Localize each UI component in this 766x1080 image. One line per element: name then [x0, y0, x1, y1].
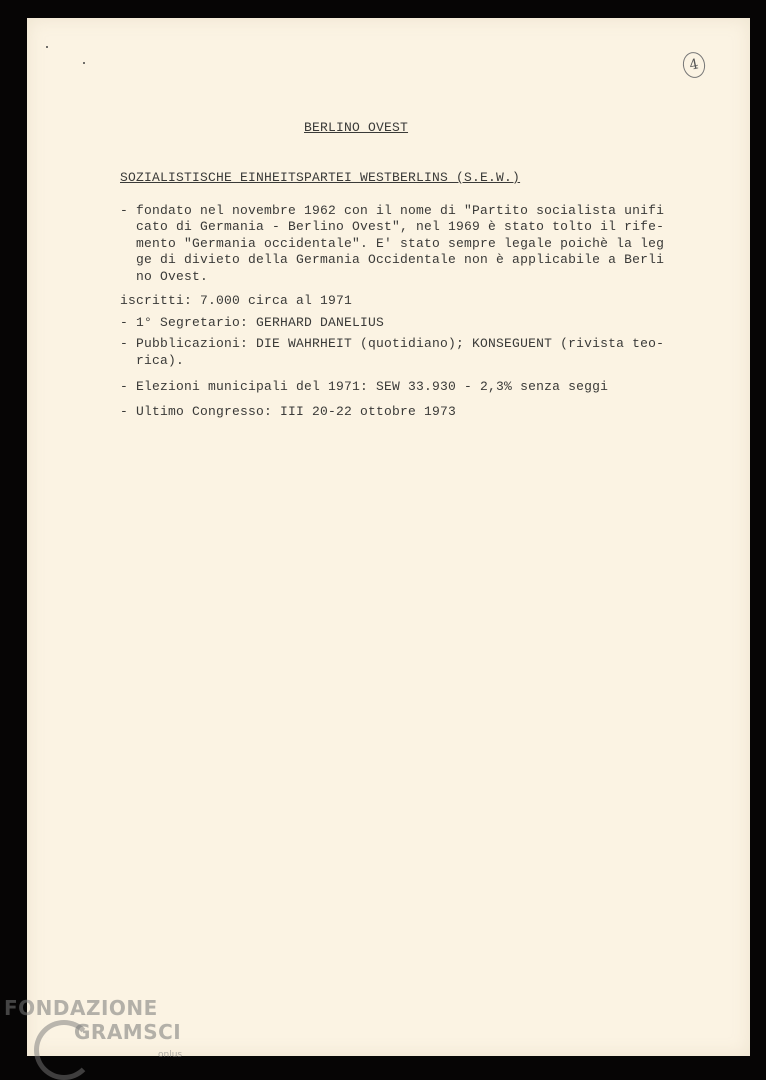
paragraph-line: mento "Germania occidentale". E' stato sempre legale poichè la leg [120, 236, 665, 251]
party-heading: SOZIALISTISCHE EINHEITSPARTEI WESTBERLINS (S.E.W.) [120, 170, 521, 185]
paper-speck [83, 62, 85, 64]
iscritti-line: iscritti: 7.000 circa al 1971 [120, 293, 353, 308]
paragraph-line: cato di Germania - Berlino Ovest", nel 1969 è stato tolto il rife- [120, 219, 665, 234]
document-title: BERLINO OVEST [304, 120, 409, 135]
watermark-logo [4, 996, 204, 1080]
watermark-line3: onlus [158, 1050, 183, 1060]
pubblicazioni-line: - Pubblicazioni: DIE WAHRHEIT (quotidiano); KONSEGUENT (rivista teo- [120, 336, 665, 351]
watermark-line1: FONDAZIONE [4, 996, 158, 1020]
page-number: 4 [681, 50, 708, 80]
watermark-line2: GRAMSCI [74, 1020, 182, 1044]
pubblicazioni-line: rica). [120, 353, 185, 368]
paper-speck [46, 46, 48, 48]
elezioni-line: - Elezioni municipali del 1971: SEW 33.930 - 2,3% senza seggi [120, 379, 609, 394]
paragraph-line: no Ovest. [120, 269, 209, 284]
segretario-line: - 1° Segretario: GERHARD DANELIUS [120, 315, 385, 330]
paragraph-line: - fondato nel novembre 1962 con il nome di "Partito socialista unifi [120, 203, 665, 218]
congresso-line: - Ultimo Congresso: III 20-22 ottobre 1973 [120, 404, 457, 419]
paragraph-line: ge di divieto della Germania Occidentale non è applicabile a Berli [120, 252, 665, 267]
